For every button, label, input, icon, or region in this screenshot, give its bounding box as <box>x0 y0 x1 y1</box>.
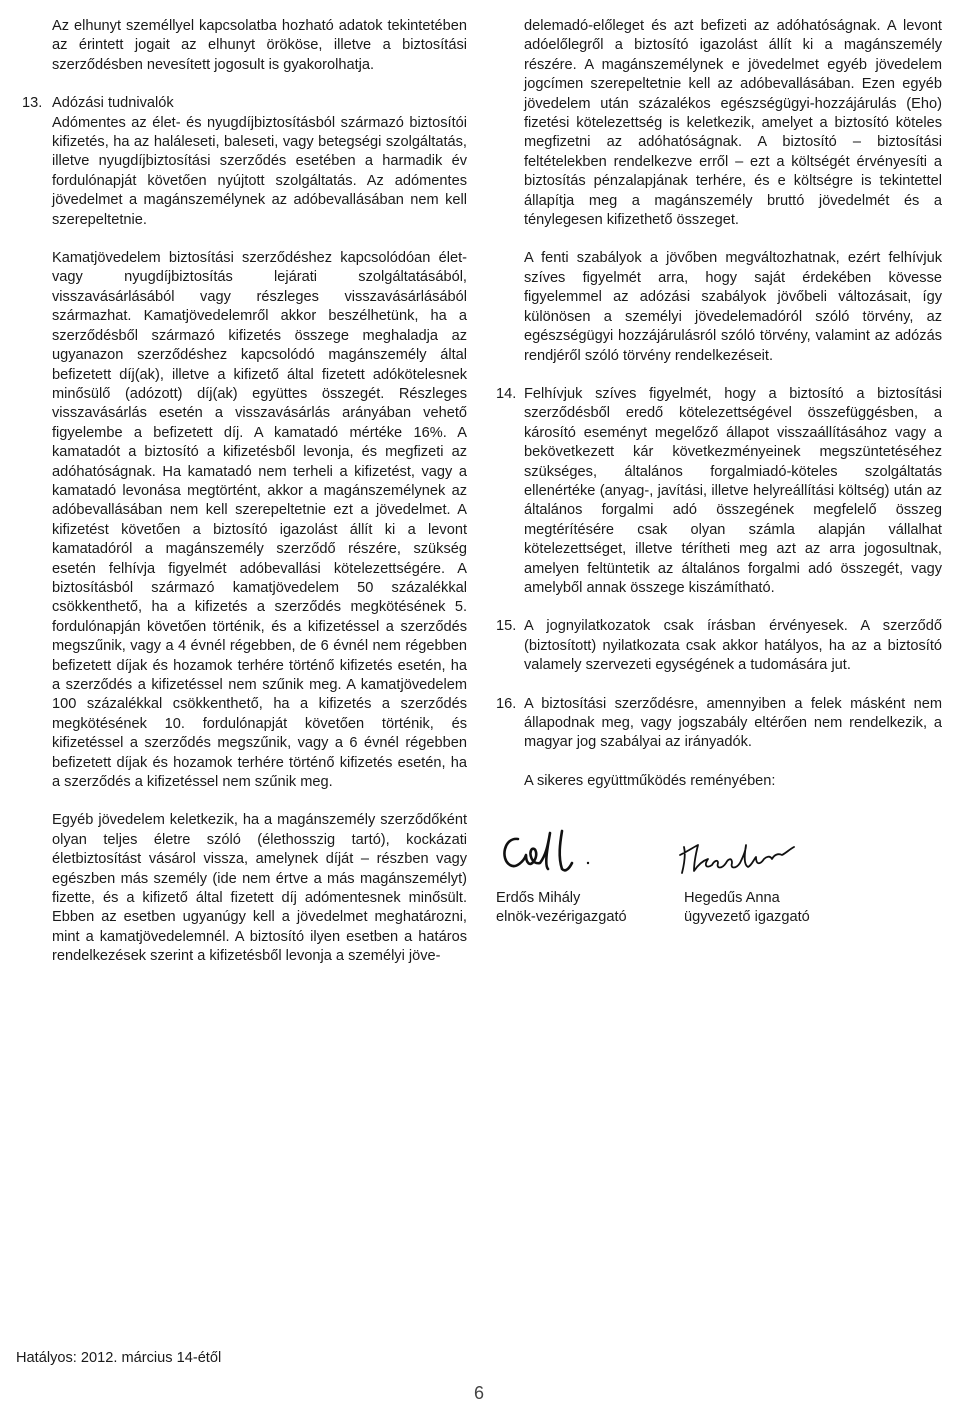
paragraph-governing-law: A biztosítási szerződésre, amennyiben a felek másként nem állapodnak meg, vagy jogszabály eltérően nem rendelkezik, a magyar jog szabályai az irányadók. <box>524 695 942 751</box>
paragraph-interest-income: Kamatjövedelem biztosítási szerződéshez kapcsolódóan élet- vagy nyugdíjbiztosítás lejárati szolgáltatásából, visszavásárlásából vagy részleges visszavásárlásából származhat. Kamatjövedelemről akkor beszélhetünk, ha a szerződésből származó kifizetés összege meghaladja az ugyanazon szerződéshez kapcsolódó magánszemély által befizetett díj(ak), illetve a kifizető által fizetett adókötelesnek minősülő (adózott) díj(ak) együttes összegét. Részleges visszavásárlás esetén a visszavásárlás arányában vehető figyelembe a befizetett díj. A kamatadó mértéke 16%. A kamatadót a biztosító a kifizetésből levonja, és megfizeti az adóhatóságnak. Ha kamatadó nem terheli a kifizetést, vagy a kamatadó levonása megtörtént, akkor a magánszemélynek az adóbevallásában nem kell szerepeltetnie ezt a jövedelmet. A kifizetést követően a biztosító igazolást állít ki a levont kamatadóról a magánszemély szerződő részére, szükség esetén felhívja figyelmét adóbevallási kötelezettségére. A biztosításból származó kamatjövedelem 50 százalékkal csökkenthető, ha a kifizetés a szerződés megkötésének 5. fordulónapján követően történik, és a kifizetéssel a szerződés megszűnik, vagy a 4 évnél régebben, de 6 évnél nem régebben befizetett díjak és hozamok terhére történő kifizetés esetén, ha a szerződés a kifizetéssel nem szűnik meg. A kamatjövedelem 100 százalékkal csökkenthető, ha a kifizetés a szerződés megkötésének 10. fordulónapját követően történik, és kifizetéssel a szerződés megszűnik, vagy a 6 évnél régebben befizetett díjak és hozamok terhére történő kifizetés esetén, ha a szerződés a kifizetéssel nem szűnik meg. <box>52 250 467 791</box>
paragraph-written-statements: A jognyilatkozatok csak írásban érvényesek. A szerződő (biztosított) nyilatkozata csak akkor hatályos, ha az a biztosító valamely szervezeti egységének a tudomására jut. <box>524 618 942 674</box>
right-column <box>496 17 942 926</box>
paragraph-other-income: Egyéb jövedelem keletkezik, ha a magánszemély szerződőként olyan teljes életre szóló (élethosszig tartó), kockázati életbiztosítást vásárol vissza, amelynek díját – részben vagy egészben más személy (ide nem értve a más magánszemélyt) fizette, és a kifizető által fizetett díj adómentesnek minősült. Ebben az esetben ugyanúgy kell a jövedelmet meghatározni, mint a kamatjövedelemnél. A biztosító ilyen esetben a határos rendelkezések szerint a kifizetésből levonja a személyi jöve- <box>52 812 467 965</box>
section-title: Adózási tudnivalók <box>52 95 174 112</box>
section-16 <box>496 695 942 753</box>
section-number: 13. <box>22 95 43 112</box>
section-number: 14. <box>496 385 517 402</box>
paragraph-tax-exempt: Adómentes az élet- és nyugdíjbiztosításból származó biztosítói kifizetés, ha az haláleseti, baleseti, vagy betegségi szolgáltatás, illetve nyugdíjbiztosítási szerződés esetében a harmadik év fordulónapját követően nyújtott szolgáltatás. Az adómentes jövedelmet a magánszemélynek az adóbevallásában nem kell szerepeltetnie. <box>52 114 467 228</box>
signature-hegedus-image <box>674 835 804 885</box>
section-14 <box>496 385 942 598</box>
paragraph-heirs: Az elhunyt személlyel kapcsolatba hozható adatok tekintetében az érintett jogait az elhunyt örököse, illetve a biztosítási szerződésben nevesített jogosult is gyakorolhatja. <box>52 18 467 73</box>
signature-block <box>496 791 942 926</box>
section-number: 16. <box>496 695 517 712</box>
section-number: 15. <box>496 618 517 635</box>
signer2-title: ügyvezető igazgató <box>684 909 810 926</box>
closing-line: A sikeres együttműködés reményében: <box>524 772 776 789</box>
signer2-name: Hegedűs Anna <box>684 890 780 907</box>
section-15 <box>496 617 942 675</box>
section-13 <box>22 94 467 230</box>
signer1-name: Erdős Mihály <box>496 890 581 907</box>
signature-erdos-image <box>496 825 596 885</box>
paragraph-vat: Felhívjuk szíves figyelmét, hogy a biztosító a biztosítási szerződésből eredő kötelezettségével összefüggésben, a károsító eseményt megelőző állapot visszaállításához vagy a bekövetkezett kár következményeinek megszüntetéséhez szükséges, általános forgalmiadó-köteles szolgáltatás ellenértéke (anyag-, javítási, illetve helyreállítási költség) után az általános forgalmi adó összegének megfelelő összeg megtérítésére csak olyan számla alapján vállalhat kötelezettséget, illetve térítheti meg azt az arra jogosultnak, amelyen feltüntetik az általános forgalmi adó összegét, vagy amelyből annak összege kiszámítható. <box>524 385 942 596</box>
left-column <box>22 17 467 967</box>
paragraph-rule-changes: A fenti szabályok a jövőben megváltozhatnak, ezért felhívjuk szíves figyelmét arra, hogy saját érdekében kövesse figyelemmel az adózási szabályok jövőbeli változásait, így különösen a személyi jövedelemadóról szóló törvény, az egészségügyi hozzájárulásról szóló törvény, valamint az adózás rendjéről szóló törvény rendelkezéseit. <box>524 250 942 364</box>
paragraph-advance-tax: delemadó-előleget és azt befizeti az adóhatóságnak. A levont adóelőlegről a biztosító igazolást állít ki a magánszemély részére. A magánszemélynek e jövedelmet egyéb jövedelem jogcímen szerepeltetnie kell az adóbevallásában. Ezen egyéb jövedelem után százalékos egészségügyi-hozzájárulás (Eho) fizetési kötelezettség is keletkezik, amelyet a biztosító köteles megfizetni az adóhatóságnak. A biztosító – biztosítási feltételekben rendelkezve erről – ezt a költségét érvényesíti a biztosítás pénzalapjának terhére, és e költségre is tekintettel állapítja meg a magánszemély bruttó jövedelmét és a ténylegesen kifizethető összeget. <box>524 18 942 229</box>
page-number: 6 <box>474 1383 485 1403</box>
effective-date: Hatályos: 2012. március 14-étől <box>16 1350 222 1366</box>
signer1-title: elnök-vezérigazgató <box>496 909 627 926</box>
